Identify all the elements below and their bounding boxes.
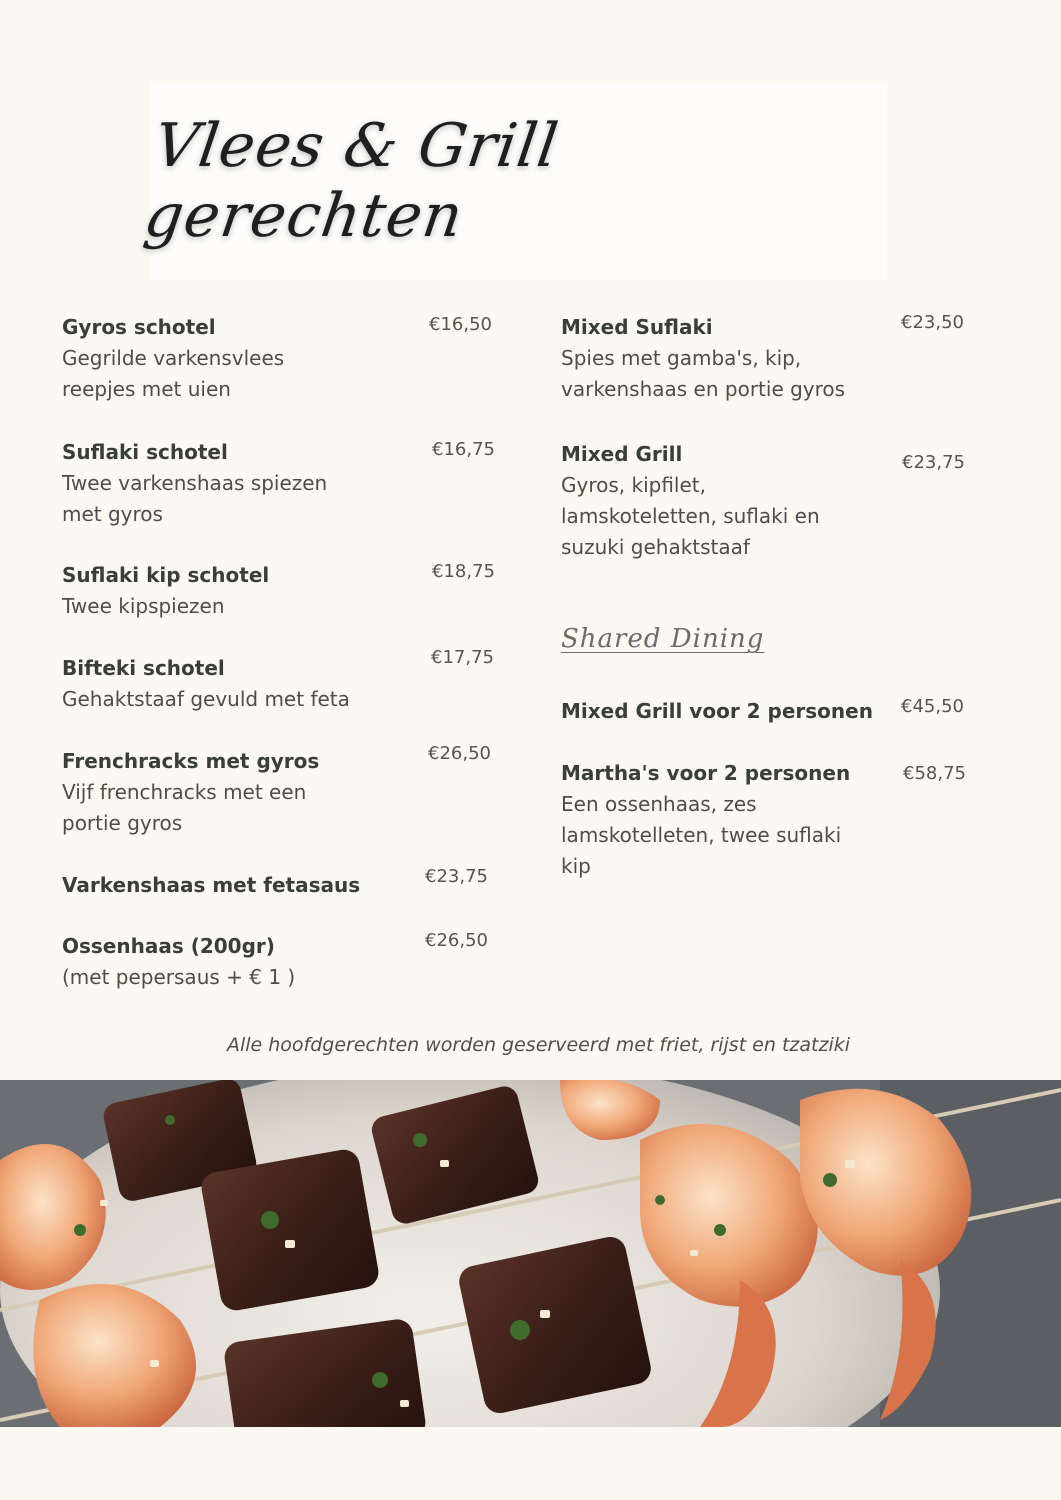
item-name: Gyros schotel xyxy=(62,315,216,339)
item-price: €58,75 xyxy=(903,763,966,784)
menu-item-mixed-grill-2p xyxy=(561,696,873,727)
menu-item-suflaki-kip-schotel xyxy=(62,560,269,622)
menu-item-frenchracks xyxy=(62,746,319,839)
page-title: Vlees & Grill gerechten xyxy=(140,111,563,251)
item-price: €16,50 xyxy=(429,314,492,335)
item-name: Suflaki schotel xyxy=(62,440,228,464)
shared-dining-heading: Shared Dining xyxy=(561,624,765,654)
item-desc: Een ossenhaas, zes xyxy=(561,792,757,816)
item-name: Martha's voor 2 personen xyxy=(561,761,851,785)
item-price: €18,75 xyxy=(432,561,495,582)
item-price: €45,50 xyxy=(901,696,964,717)
item-name: Suflaki kip schotel xyxy=(62,563,270,587)
item-desc: met gyros xyxy=(62,502,163,526)
menu-item-suflaki-schotel xyxy=(62,437,327,530)
item-name: Ossenhaas (200gr) xyxy=(62,934,275,958)
item-price: €23,50 xyxy=(901,312,964,333)
food-photo-illustration xyxy=(0,1080,1061,1427)
item-name: Mixed Grill xyxy=(561,442,683,466)
item-desc: suzuki gehaktstaaf xyxy=(561,535,750,559)
item-desc: lamskotelleten, twee suflaki xyxy=(561,823,842,847)
item-price: €26,50 xyxy=(425,930,488,951)
menu-item-mixed-suflaki xyxy=(561,312,845,405)
item-desc: lamskoteletten, suflaki en xyxy=(561,504,820,528)
item-desc: varkenshaas en portie gyros xyxy=(561,377,846,401)
item-desc: Spies met gamba's, kip, xyxy=(561,346,802,370)
item-name: Mixed Grill voor 2 personen xyxy=(561,699,873,723)
item-name: Varkenshaas met fetasaus xyxy=(62,873,361,897)
menu-item-ossenhaas xyxy=(62,931,295,993)
item-desc: Gyros, kipfilet, xyxy=(561,473,706,497)
item-name: Mixed Suflaki xyxy=(561,315,713,339)
menu-item-bifteki-schotel xyxy=(62,653,350,715)
item-desc: kip xyxy=(561,854,591,878)
item-desc: portie gyros xyxy=(62,811,183,835)
item-name: Frenchracks met gyros xyxy=(62,749,320,773)
item-desc: Vijf frenchracks met een xyxy=(62,780,307,804)
item-desc: (met pepersaus + € 1 ) xyxy=(62,965,296,989)
item-price: €23,75 xyxy=(902,452,965,473)
item-price: €16,75 xyxy=(432,439,495,460)
item-price: €23,75 xyxy=(425,866,488,887)
menu-item-mixed-grill xyxy=(561,439,820,563)
item-name: Bifteki schotel xyxy=(62,656,225,680)
menu-item-gyros-schotel xyxy=(62,312,284,405)
item-desc: Gehaktstaaf gevuld met feta xyxy=(62,687,350,711)
menu-item-varkenshaas xyxy=(62,870,360,901)
menu-item-marthas-2p xyxy=(561,758,850,882)
item-desc: Twee varkenshaas spiezen xyxy=(62,471,328,495)
food-photo xyxy=(0,1080,1061,1427)
item-desc: Twee kipspiezen xyxy=(62,594,225,618)
item-price: €17,75 xyxy=(431,647,494,668)
item-price: €26,50 xyxy=(428,743,491,764)
footer-note: Alle hoofdgerechten worden geserveerd met friet, rijst en tzatziki xyxy=(226,1034,851,1056)
item-desc: Gegrilde varkensvlees xyxy=(62,346,285,370)
item-desc: reepjes met uien xyxy=(62,377,231,401)
title-box xyxy=(140,82,887,280)
